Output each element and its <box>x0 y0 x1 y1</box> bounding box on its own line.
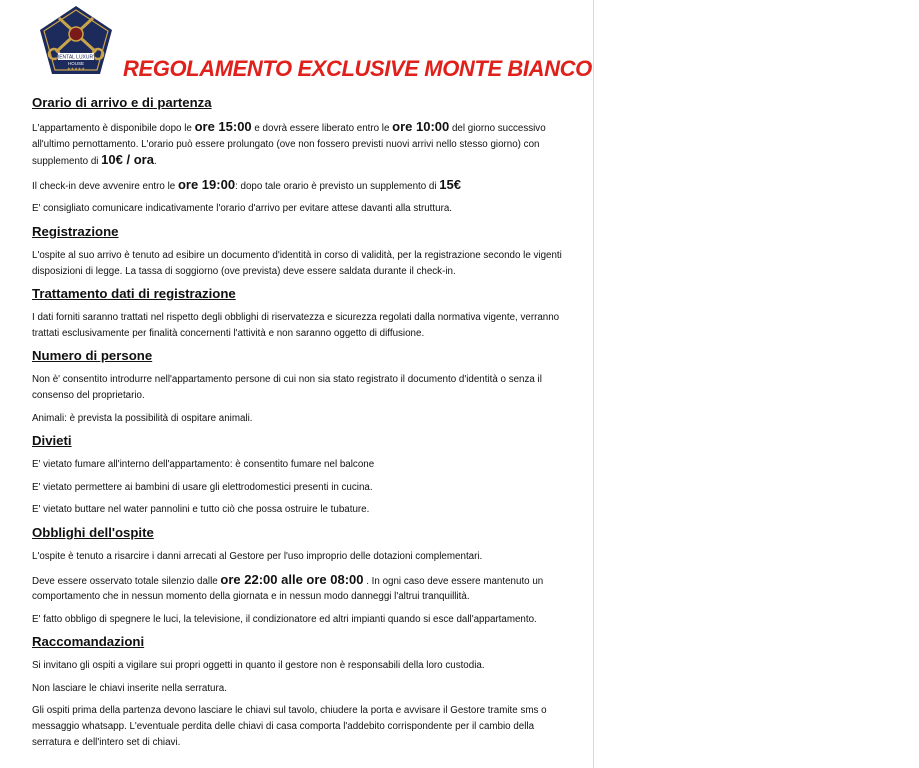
logo-line2: HOUSE <box>67 61 85 66</box>
rental-luxury-house-logo <box>38 4 114 76</box>
registrazione-paragraph: L'ospite al suo arrivo è tenuto ad esibire un documento d'identità in corso di validità, per la registrazione secondo le vigenti disposizioni di legge. La tassa di soggiorno (ove prevista) deve essere saldata durante il check-in. <box>32 249 562 277</box>
heading-numero-persone: Numero di persone <box>32 348 153 364</box>
heading-obblighi: Obblighi dell'ospite <box>32 524 154 540</box>
divieti-paragraph-3: E' vietato buttare nel water pannolini e tutto ciò che possa ostruire le tubature. <box>32 504 370 516</box>
heading-raccomandazioni: Raccomandazioni <box>32 634 145 650</box>
page-edge-divider <box>593 0 594 768</box>
heading-trattamento-dati: Trattamento dati di registrazione <box>32 286 236 302</box>
heading-registrazione: Registrazione <box>32 223 119 239</box>
obblighi-paragraph-2: Deve essere osservato totale silenzio dalle ore 22:00 alle ore 08:00 . In ogni caso deve essere mantenuto un comportamento che in nessun momento della giornata e in nessun modo danneggi l'altrui tranquillità. <box>32 571 544 603</box>
orario-paragraph-2: Il check-in deve avvenire entro le ore 19:00: dopo tale orario è previsto un supplemento di 15€ <box>32 176 461 192</box>
divieti-paragraph-2: E' vietato permettere ai bambini di usare gli elettrodomestici presenti in cucina. <box>32 481 373 493</box>
logo-line1: RENTAL LUXURY <box>55 54 97 61</box>
heading-orario: Orario di arrivo e di partenza <box>32 95 212 110</box>
persone-paragraph-2: Animali: è prevista la possibilità di ospitare animali. <box>32 412 253 424</box>
regulation-body <box>32 95 564 757</box>
orario-paragraph-3: E' consigliato comunicare indicativamente l'orario d'arrivo per evitare attese davanti alla struttura. <box>32 203 453 215</box>
raccomandazioni-paragraph-3: Gli ospiti prima della partenza devono lasciare le chiavi sul tavolo, chiudere la porta e avvisare il Gestore tramite sms o messaggio whatsapp. L'eventuale perdita delle chiavi di casa comporta l'addebito corrispondente per il cambio della serratura e dell'intero set di chiavi. <box>32 705 547 748</box>
divieti-paragraph-1: E' vietato fumare all'interno dell'appartamento: è consentito fumare nel balcone <box>32 459 375 471</box>
logo-stars: ★★★★★ <box>67 66 85 71</box>
raccomandazioni-paragraph-1: Si invitano gli ospiti a vigilare sui propri oggetti in quanto il gestore non è responsabili della loro custodia. <box>32 660 485 672</box>
raccomandazioni-paragraph-2: Non lasciare le chiavi inserite nella serratura. <box>32 682 227 694</box>
heading-divieti: Divieti <box>32 433 72 449</box>
obblighi-paragraph-3: E' fatto obbligo di spegnere le luci, la televisione, il condizionatore ed altri impianti quando si esce dall'appartamento. <box>32 613 537 625</box>
trattamento-paragraph: I dati forniti saranno trattati nel rispetto degli obblighi di riservatezza e sicurezza regolati dalla normativa vigente, verranno trattati esclusivamente per finalità concernenti l'attività e non saranno oggetto di diffusione. <box>32 312 560 339</box>
persone-paragraph-1: Non è' consentito introdurre nell'appartamento persone di cui non sia stato registrato il documento d'identità o senza il consenso del proprietario. <box>32 374 542 401</box>
orario-paragraph-1: L'appartamento è disponibile dopo le ore 15:00 e dovrà essere liberato entro le ore 10:00 del giorno successivo all'ultimo pernottamento. L'orario può essere prolungato (ove non fossero previsti nuovi arrivi nello stesso giorno) con supplemento di 10€ / ora. <box>32 119 546 168</box>
obblighi-paragraph-1: L'ospite è tenuto a risarcire i danni arrecati al Gestore per l'uso improprio delle dotazioni complementari. <box>32 550 483 562</box>
page-title: REGOLAMENTO EXCLUSIVE MONTE BIANCO <box>123 56 592 81</box>
